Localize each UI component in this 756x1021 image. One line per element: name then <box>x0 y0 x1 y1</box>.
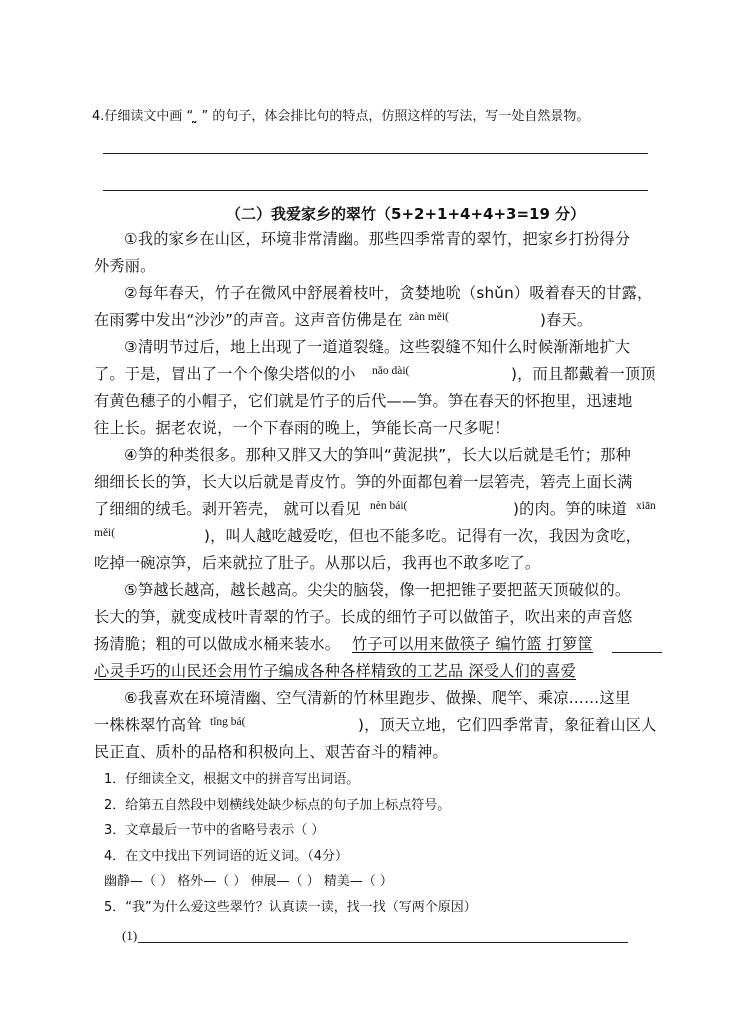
question-1: 1．仔细读全文，根据文中的拼音写出词语。 <box>104 772 360 787</box>
paragraph-3-line-end: )，而且都戴着一顶顶 <box>511 365 656 383</box>
paragraph-6-line-end: )，顶天立地，它们四季常青，象征着山区人 <box>358 716 657 734</box>
paragraph-5-line: 长大的笋，就变成枝叶青翠的竹子。长成的细竹子可以做笛子，吹出来的声音悠 <box>94 608 633 626</box>
paragraph-5-line: ⑤笋越长越高，越长越高。尖尖的脑袋，像一把把锥子要把蓝天顶破似的。 <box>124 581 631 599</box>
top-question-4: 4.仔细读文中画 “ ̰̰̰̰ ” 的句子，体会排比句的特点，仿照这样的写法，写一处自然景物。 <box>92 109 590 124</box>
paragraph-6-line: 民正直、质朴的品格和积极向上、艰苦奋斗的精神。 <box>94 743 448 761</box>
paragraph-3-line: 了。于是，冒出了一个个像尖塔似的小 <box>94 365 356 383</box>
paragraph-6-line: ⑥我喜欢在环境清幽、空气清新的竹林里跑步、做操、爬竿、乘凉……这里 <box>124 689 631 707</box>
paragraph-2-line: 在雨雾中发出“沙沙”的声音。这声音仿佛是在 <box>94 311 403 329</box>
question-5: 5．“我”为什么爱这些翠竹？认真读一读，找一找（写两个原因） <box>104 900 477 915</box>
paragraph-2-line-end: )春天。 <box>540 311 593 329</box>
paragraph-2-line: ②每年春天，竹子在微风中舒展着枝叶，贪婪地吮（shǔn）吸着春天的甘露， <box>124 284 653 302</box>
pinyin-xian: xiān <box>636 500 656 512</box>
paragraph-3-line: 往上长。据老农说，一个下春雨的晚上，笋能长高一尺多呢！ <box>94 419 510 437</box>
answer-line <box>103 190 648 191</box>
paragraph-4-line: 细细长长的笋，长大以后就是青皮竹。笋的外面都包着一层箬壳，箬壳上面长满 <box>94 473 633 491</box>
question-5-item-1: (1) <box>122 928 138 943</box>
paragraph-4-line-mid: )的肉。笋的味道 <box>513 500 627 518</box>
paragraph-3-line: ③清明节过后，地上出现了一道道裂缝。这些裂缝不知什么时候渐渐地扩大 <box>124 338 631 356</box>
paragraph-4-line: 吃掉一碗凉笋，后来就拉了肚子。从那以后，我再也不敢多吃了。 <box>94 554 541 572</box>
paragraph-5-line: 扬清脆；粗的可以做成水桶来装水。 <box>94 635 341 653</box>
paragraph-1-line: 外秀丽。 <box>94 257 156 275</box>
question-3: 3．文章最后一节中的省略号表示（ ） <box>104 823 325 838</box>
paragraph-3-line: 有黄色穗子的小帽子，它们就是竹子的后代——笋。笋在春天的怀抱里，迅速地 <box>94 392 633 410</box>
pinyin-naodai: nǎo dài( <box>372 365 410 377</box>
pinyin-mei: měi( <box>94 527 116 539</box>
paragraph-4-line: )，叫人越吃越爱吃，但也不能多吃。记得有一次，我因为贪吃， <box>204 527 641 545</box>
paragraph-6-line: 一株株翠竹高耸 <box>94 716 202 734</box>
underlined-sentence: 心灵手巧的山民还会用竹子编成各种各样精致的工艺品 深受人们的喜爱 <box>94 662 577 680</box>
answer-line <box>138 942 628 943</box>
underlined-sentence: 竹子可以用来做筷子 编竹篮 打箩筐 <box>352 635 593 653</box>
question-4: 4．在文中找出下列词语的近义词。（4分） <box>104 849 349 864</box>
question-4-items: 幽静—（ ） 格外—（ ） 伸展—（ ） 精美—（ ） <box>104 874 393 889</box>
underline-extension <box>612 652 662 653</box>
section-title: （二）我爱家乡的翠竹（5+2+1+4+4+3=19 分） <box>226 205 586 223</box>
paragraph-1-line: ①我的家乡在山区，环境非常清幽。那些四季常青的翠竹，把家乡打扮得分 <box>124 230 631 248</box>
paragraph-4-line: ④笋的种类很多。那种又胖又大的笋叫“黄泥拱”，长大以后就是毛竹；那种 <box>124 446 631 464</box>
paragraph-4-line: 了细细的绒毛。剥开箬壳， 就可以看见 <box>94 500 361 518</box>
pinyin-tingba: tǐng bá( <box>210 716 246 728</box>
pinyin-zanmei: zàn měi( <box>409 311 449 323</box>
answer-line <box>103 153 648 154</box>
pinyin-nenbai: nèn bái( <box>370 500 408 512</box>
question-2: 2．给第五自然段中划横线处缺少标点的句子加上标点符号。 <box>104 798 451 813</box>
